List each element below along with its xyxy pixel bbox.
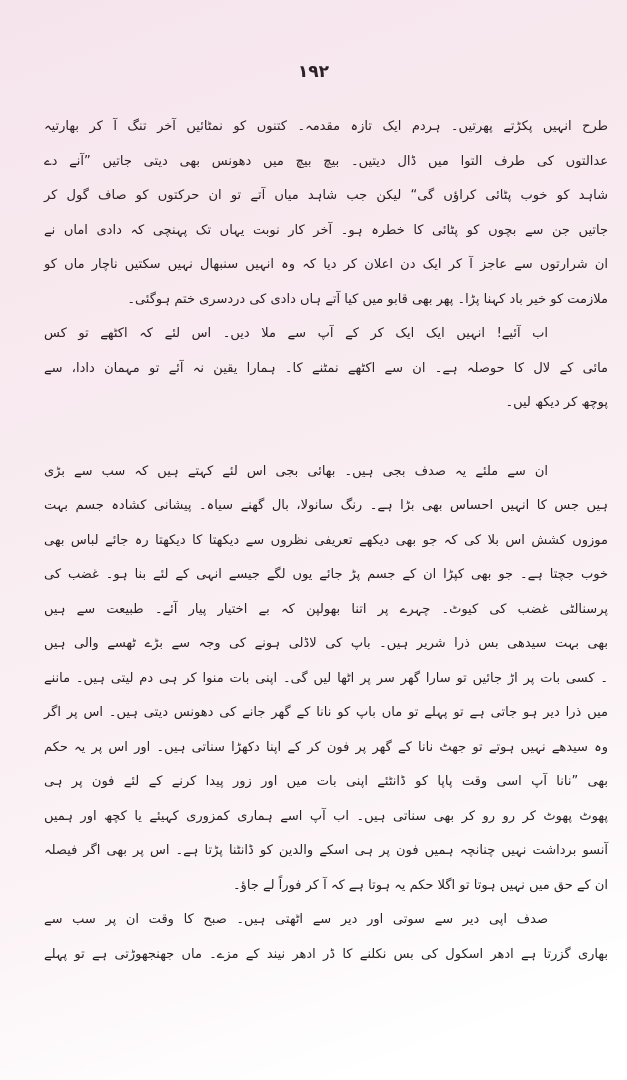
text-line: میں ذرا دیر ہو جاتی ہے تو پہلے تو ماں باپ کو نانا کے گھر جانے کی دھونس دیتی ہیں۔ اس پر اگر	[44, 705, 608, 720]
text-line: عدالتوں کی طرف التوا میں ڈال دیتیں۔ بیچ بیچ میں دھونس بھی دیتی جاتیں ”آنے دے	[44, 153, 608, 169]
text-line: ملازمت کو خیر باد کہنا پڑا۔ پھر بھی قابو میں کیا آتے ہاں دادی کی دردسری ختم ہوگئی۔	[127, 291, 608, 307]
text-line: صدف اپی دیر سے سوتی اور دیر سے اٹھتی ہیں۔ صبح کا وقت ان پر سب سے	[44, 912, 548, 927]
text-line: خوب جچتا ہے۔ جو بھی کپڑا ان کے جسم پڑ جائے یوں لگے جیسے انہی کے لئے بنا ہو۔ غضب کی	[44, 567, 608, 582]
text-line: پھوٹ پھوٹ کر رو رو کر بھی سناتی ہیں۔ اب آپ اسے ہماری کمزوری کہیئے یا کچھ اور ہمیں	[44, 808, 608, 824]
text-line: ان سے ملئے یہ صدف بجی ہیں۔ بھائی بجی اس لئے کہتے ہیں کہ سب سے بڑی	[44, 463, 548, 479]
text-line: وہ سیدھے نہیں ہوتے تو جھٹ نانا کے گھر پر فون کر کے اپنا دکھڑا سناتی ہیں۔ اور اس پر یہ حکم	[44, 739, 608, 755]
text-line: آنسو برداشت نہیں چنانچہ ہمیں فون پر ہی اسکے والدین کو ڈانٹنا پڑتا ہے۔ اس پر بھی اگر فیصلہ	[44, 843, 608, 858]
text-line: طرح انہیں پکڑتے پھرتیں۔ ہردم ایک تازہ مقدمہ۔ کتنوں کو نمٹائیں آخر تنگ آ کر بھارتیہ	[44, 119, 608, 134]
text-line: شاہد کو خوب پٹائی کراؤں گی“ لیکن جب شاہد میاں آتے تو ان حرکتوں کو صاف گول کر	[44, 188, 608, 203]
text-line: موزوں کشش اس بلا کی کہ جو بھی دیکھے تعریفی نظروں سے دیکھتا کا دیکھتا رہ جائے لباس بھی	[44, 532, 608, 548]
text-line: اب آئیے! انہیں ایک ایک کر کے آپ سے ملا دیں۔ اس لئے کہ اکٹھے تو کس	[44, 326, 548, 341]
text-line: ان کے حق میں نہیں ہوتا تو اگلا حکم یہ ہوتا ہے کہ آ کر فوراً لے جاؤ۔	[232, 877, 608, 893]
text-line: ۔ کسی بات پر اڑ جائیں تو سارا گھر سر پر اٹھا لیں گی۔ اپنی بات منوا کر ہی دم لیتی ہیں۔ ماننے	[44, 670, 608, 686]
text-line: جاتیں جن سے بچوں کو پٹائی کا خطرہ ہو۔ آخر کار نوبت یہاں تک پہنچی کہ دادی اماں نے	[44, 222, 608, 238]
text-line: پرسنالٹی غضب کی کیوٹ۔ چہرے پر اتنا بھولپن کہ بے اختیار پیار آئے۔ طبیعت سے ہیں	[44, 601, 608, 617]
text-line: بھی ”نانا آپ اسی وقت پاپا کو ڈانٹئے اپنی بات میں اور زور پیدا کرنے کے لئے فون پر ہی	[44, 774, 608, 789]
page-number: ۱۹۲	[297, 62, 330, 82]
text-line: بھی بہت سیدھی بس ذرا شریر ہیں۔ باپ کی لاڈلی ہونے کی وجہ سے بڑے ٹھسے والی ہیں	[44, 636, 608, 651]
text-line: پوچھ کر دیکھ لیں۔	[505, 395, 608, 410]
body-text	[44, 110, 608, 972]
text-line: ان شرارتوں سے عاجز آ کر ایک دن اعلان کر دیا کہ وہ انہیں سنبھال نہیں سکتیں ناچار ماں کو	[44, 257, 608, 272]
text-line: بھاری گزرتا ہے ادھر اسکول کی بس نکلنے کا ڈر ادھر نیند کے مزے۔ ماں جھنجھوڑتی ہے تو پہلے	[44, 946, 608, 962]
text-line: مائی کے لال کا حوصلہ ہے۔ ان سے اکٹھے نمٹنے کا۔ ہمارا یقین نہ آئے تو مہمان دادا، سے	[44, 360, 608, 376]
text-line: ہیں جس کا انہیں احساس بھی بڑا ہے۔ رنگ سانولا، بال گھنے سیاہ۔ پیشانی کشادہ جسم بہت	[44, 498, 608, 513]
